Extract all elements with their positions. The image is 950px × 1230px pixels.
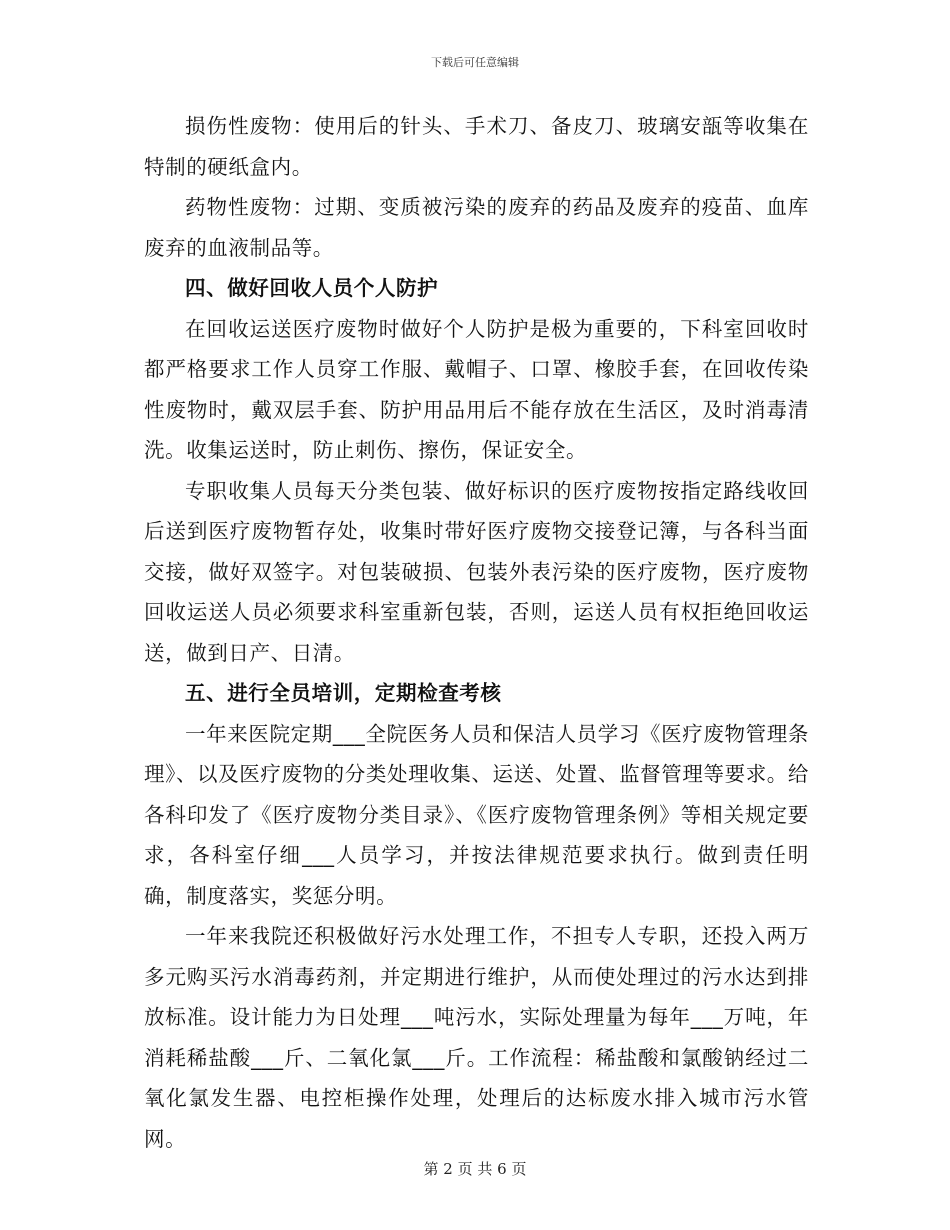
page-number-footer: 第 2 页 共 6 页 (423, 1160, 527, 1178)
paragraph-collection-staff: 专职收集人员每天分类包装、做好标识的医疗废物按指定路线收回后送到医疗废物暂存处，收集时带好医疗废物交接登记簿，与各科当面交接，做好双签字。对包装破损、包装外表污染的医疗废物，医疗废物回收运送人员必须要求科室重新包装，否则，运送人员有权拒绝回收运送，做到日产、日清。 (144, 478, 809, 665)
paragraph-pharmaceutical-waste: 药物性废物：过期、变质被污染的废弃的药品及废弃的疫苗、血库废弃的血液制品等。 (144, 195, 809, 260)
paragraph-training: 一年来医院定期___全院医务人员和保洁人员学习《医疗废物管理条理》、以及医疗废物的分类处理收集、运送、处置、监督管理等要求。给各科印发了《医疗废物分类目录》、《医疗废物管理条例》等相关规定要求，各科室仔细___人员学习，并按法律规范要求执行。做到责任明确，制度落实，奖惩分明。 (144, 721, 809, 908)
paragraph-personal-protection: 在回收运送医疗废物时做好个人防护是极为重要的，下科室回收时都严格要求工作人员穿工作服、戴帽子、口罩、橡胶手套，在回收传染性废物时，戴双层手套、防护用品用后不能存放在生活区，及时消毒清洗。收集运送时，防止刺伤、擦伤，保证安全。 (144, 316, 809, 462)
section-heading-4: 四、做好回收人员个人防护 (185, 276, 439, 300)
paragraph-wastewater: 一年来我院还积极做好污水处理工作，不担专人专职，还投入两万多元购买污水消毒药剂，并定期进行维护，从而使处理过的污水达到排放标准。设计能力为日处理___吨污水，实际处理量为每年___万吨，年消耗稀盐酸___斤、二氧化氯___斤。工作流程：稀盐酸和氯酸钠经过二氧化氯发生器、电控柜操作处理，处理后的达标废水排入城市污水管网。 (144, 924, 809, 1151)
paragraph-sharps-waste: 损伤性废物：使用后的针头、手术刀、备皮刀、玻璃安瓿等收集在特制的硬纸盒内。 (144, 114, 809, 179)
page-header-note: 下载后可任意编辑 (431, 56, 519, 69)
document-body (144, 106, 809, 1159)
section-heading-5: 五、进行全员培训，定期检查考核 (185, 681, 502, 705)
